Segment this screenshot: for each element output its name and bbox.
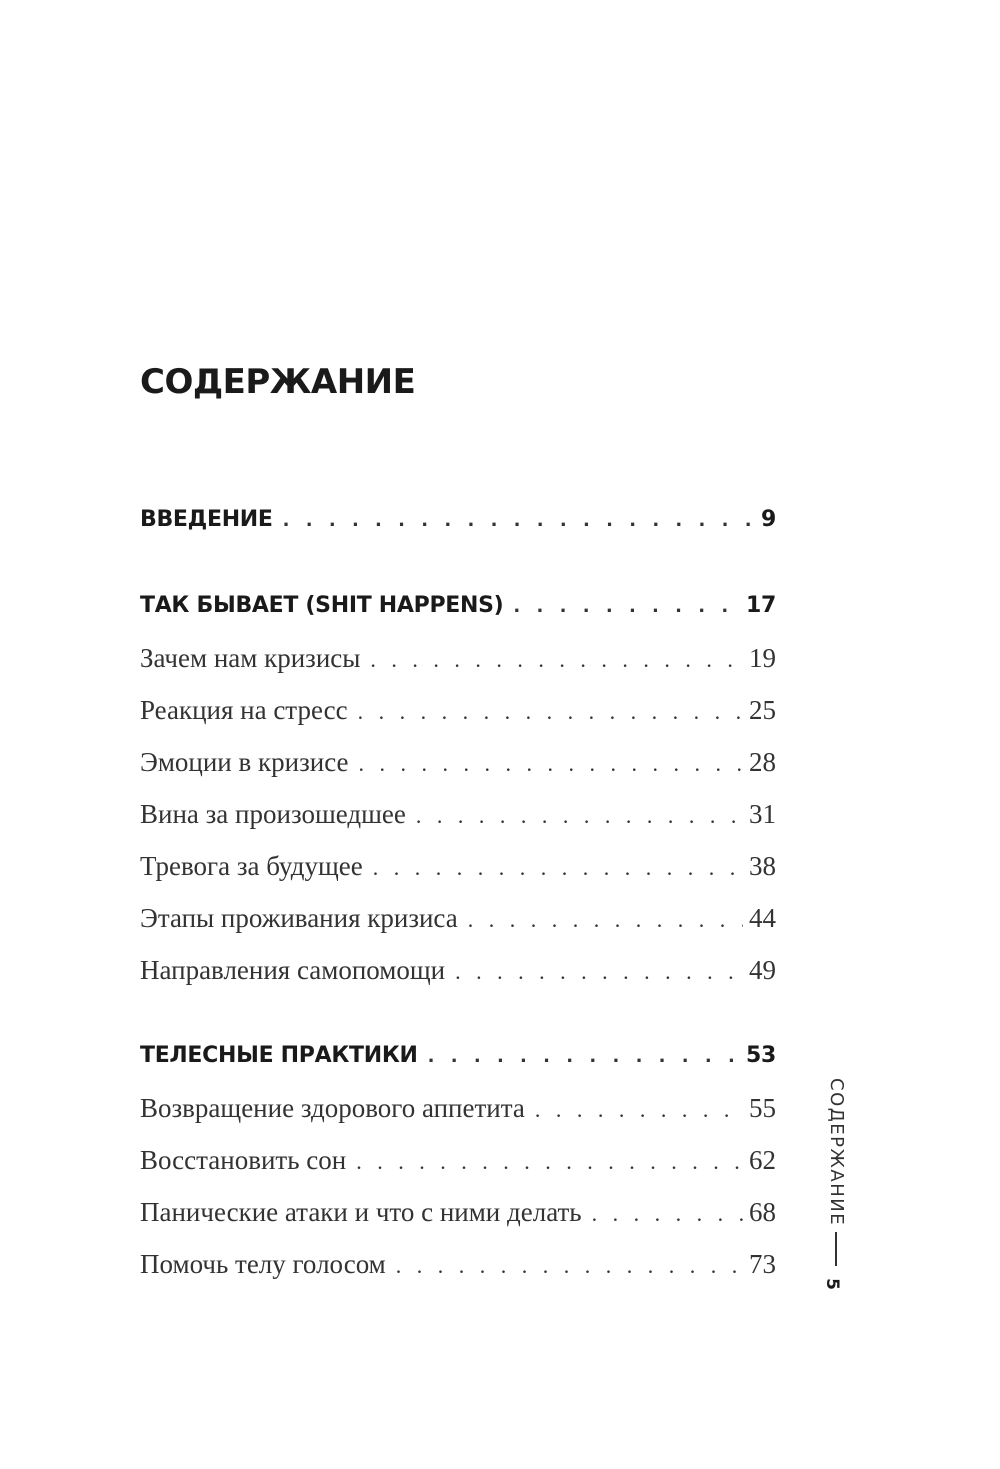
running-head <box>814 1078 858 1298</box>
toc-section-heading[interactable] <box>140 580 776 632</box>
toc-entry[interactable] <box>140 1238 776 1290</box>
toc-page-number: 19 <box>749 643 776 673</box>
page-title: СОДЕРЖАНИЕ <box>140 362 416 402</box>
toc-entry-title: Зачем нам кризисы <box>140 643 361 673</box>
dot-leader <box>359 738 744 790</box>
toc-entry[interactable] <box>140 1082 776 1134</box>
toc-entry-title: Этапы проживания кризиса <box>140 903 458 933</box>
dot-leader <box>358 686 743 738</box>
dot-leader <box>283 495 755 547</box>
toc-entry-title: Помочь телу голосом <box>140 1249 386 1279</box>
toc-section-body-practices <box>140 1030 776 1290</box>
dot-leader <box>356 1136 743 1188</box>
toc-page-number: 44 <box>749 903 776 933</box>
toc-entry[interactable] <box>140 892 776 944</box>
toc-entry[interactable] <box>140 788 776 840</box>
toc-section-title: ТЕЛЕСНЫЕ ПРАКТИКИ <box>140 1043 418 1068</box>
dot-leader <box>428 1031 740 1083</box>
running-head-divider <box>835 1232 837 1266</box>
toc-page-number: 9 <box>760 507 776 532</box>
toc-entry-title: Вина за произошедшее <box>140 799 406 829</box>
dot-leader <box>513 581 740 633</box>
toc-entry-title: Эмоции в кризисе <box>140 747 349 777</box>
dot-leader <box>373 842 743 894</box>
dot-leader <box>468 894 743 946</box>
toc-page-number: 55 <box>749 1093 776 1123</box>
toc-entry[interactable] <box>140 632 776 684</box>
toc-page-number: 25 <box>749 695 776 725</box>
toc-section-heading[interactable] <box>140 1030 776 1082</box>
toc-entry-title: Восстановить сон <box>140 1145 347 1175</box>
toc-page-number: 28 <box>749 747 776 777</box>
toc-section-heading[interactable] <box>140 494 776 546</box>
toc-section-introduction <box>140 494 776 546</box>
running-head-label: СОДЕРЖАНИЕ <box>826 1078 847 1227</box>
toc-page-number: 68 <box>749 1197 776 1227</box>
toc-page-number: 31 <box>749 799 776 829</box>
toc-entry[interactable] <box>140 736 776 788</box>
toc-entry-title: Возвращение здорового аппетита <box>140 1093 525 1123</box>
dot-leader <box>416 790 743 842</box>
toc-entry-title: Тревога за будущее <box>140 851 363 881</box>
toc-entry-title: Реакция на стресс <box>140 695 348 725</box>
toc-entry[interactable] <box>140 944 776 996</box>
toc-page-number: 53 <box>745 1043 776 1068</box>
toc-entry[interactable] <box>140 840 776 892</box>
toc-entry-title: Направления самопомощи <box>140 955 446 985</box>
toc-section-title: ВВЕДЕНИЕ <box>140 507 273 532</box>
dot-leader <box>455 946 743 998</box>
toc-section-shit-happens <box>140 580 776 996</box>
page-number: 5 <box>821 1278 842 1290</box>
toc-entry-title: Панические атаки и что с ними делать <box>140 1197 582 1227</box>
toc-entry[interactable] <box>140 1186 776 1238</box>
dot-leader <box>370 634 743 686</box>
dot-leader <box>535 1084 743 1136</box>
dot-leader <box>396 1240 743 1292</box>
dot-leader <box>592 1188 743 1240</box>
toc-page-number: 49 <box>749 955 776 985</box>
toc-page-number: 17 <box>745 593 776 618</box>
toc-entry[interactable] <box>140 684 776 736</box>
toc-section-title: ТАК БЫВАЕТ (SHIT HAPPENS) <box>140 593 504 618</box>
table-of-contents <box>140 494 776 1290</box>
toc-page-number: 38 <box>749 851 776 881</box>
toc-page-number: 73 <box>749 1249 776 1279</box>
toc-page-number: 62 <box>749 1145 776 1175</box>
toc-entry[interactable] <box>140 1134 776 1186</box>
